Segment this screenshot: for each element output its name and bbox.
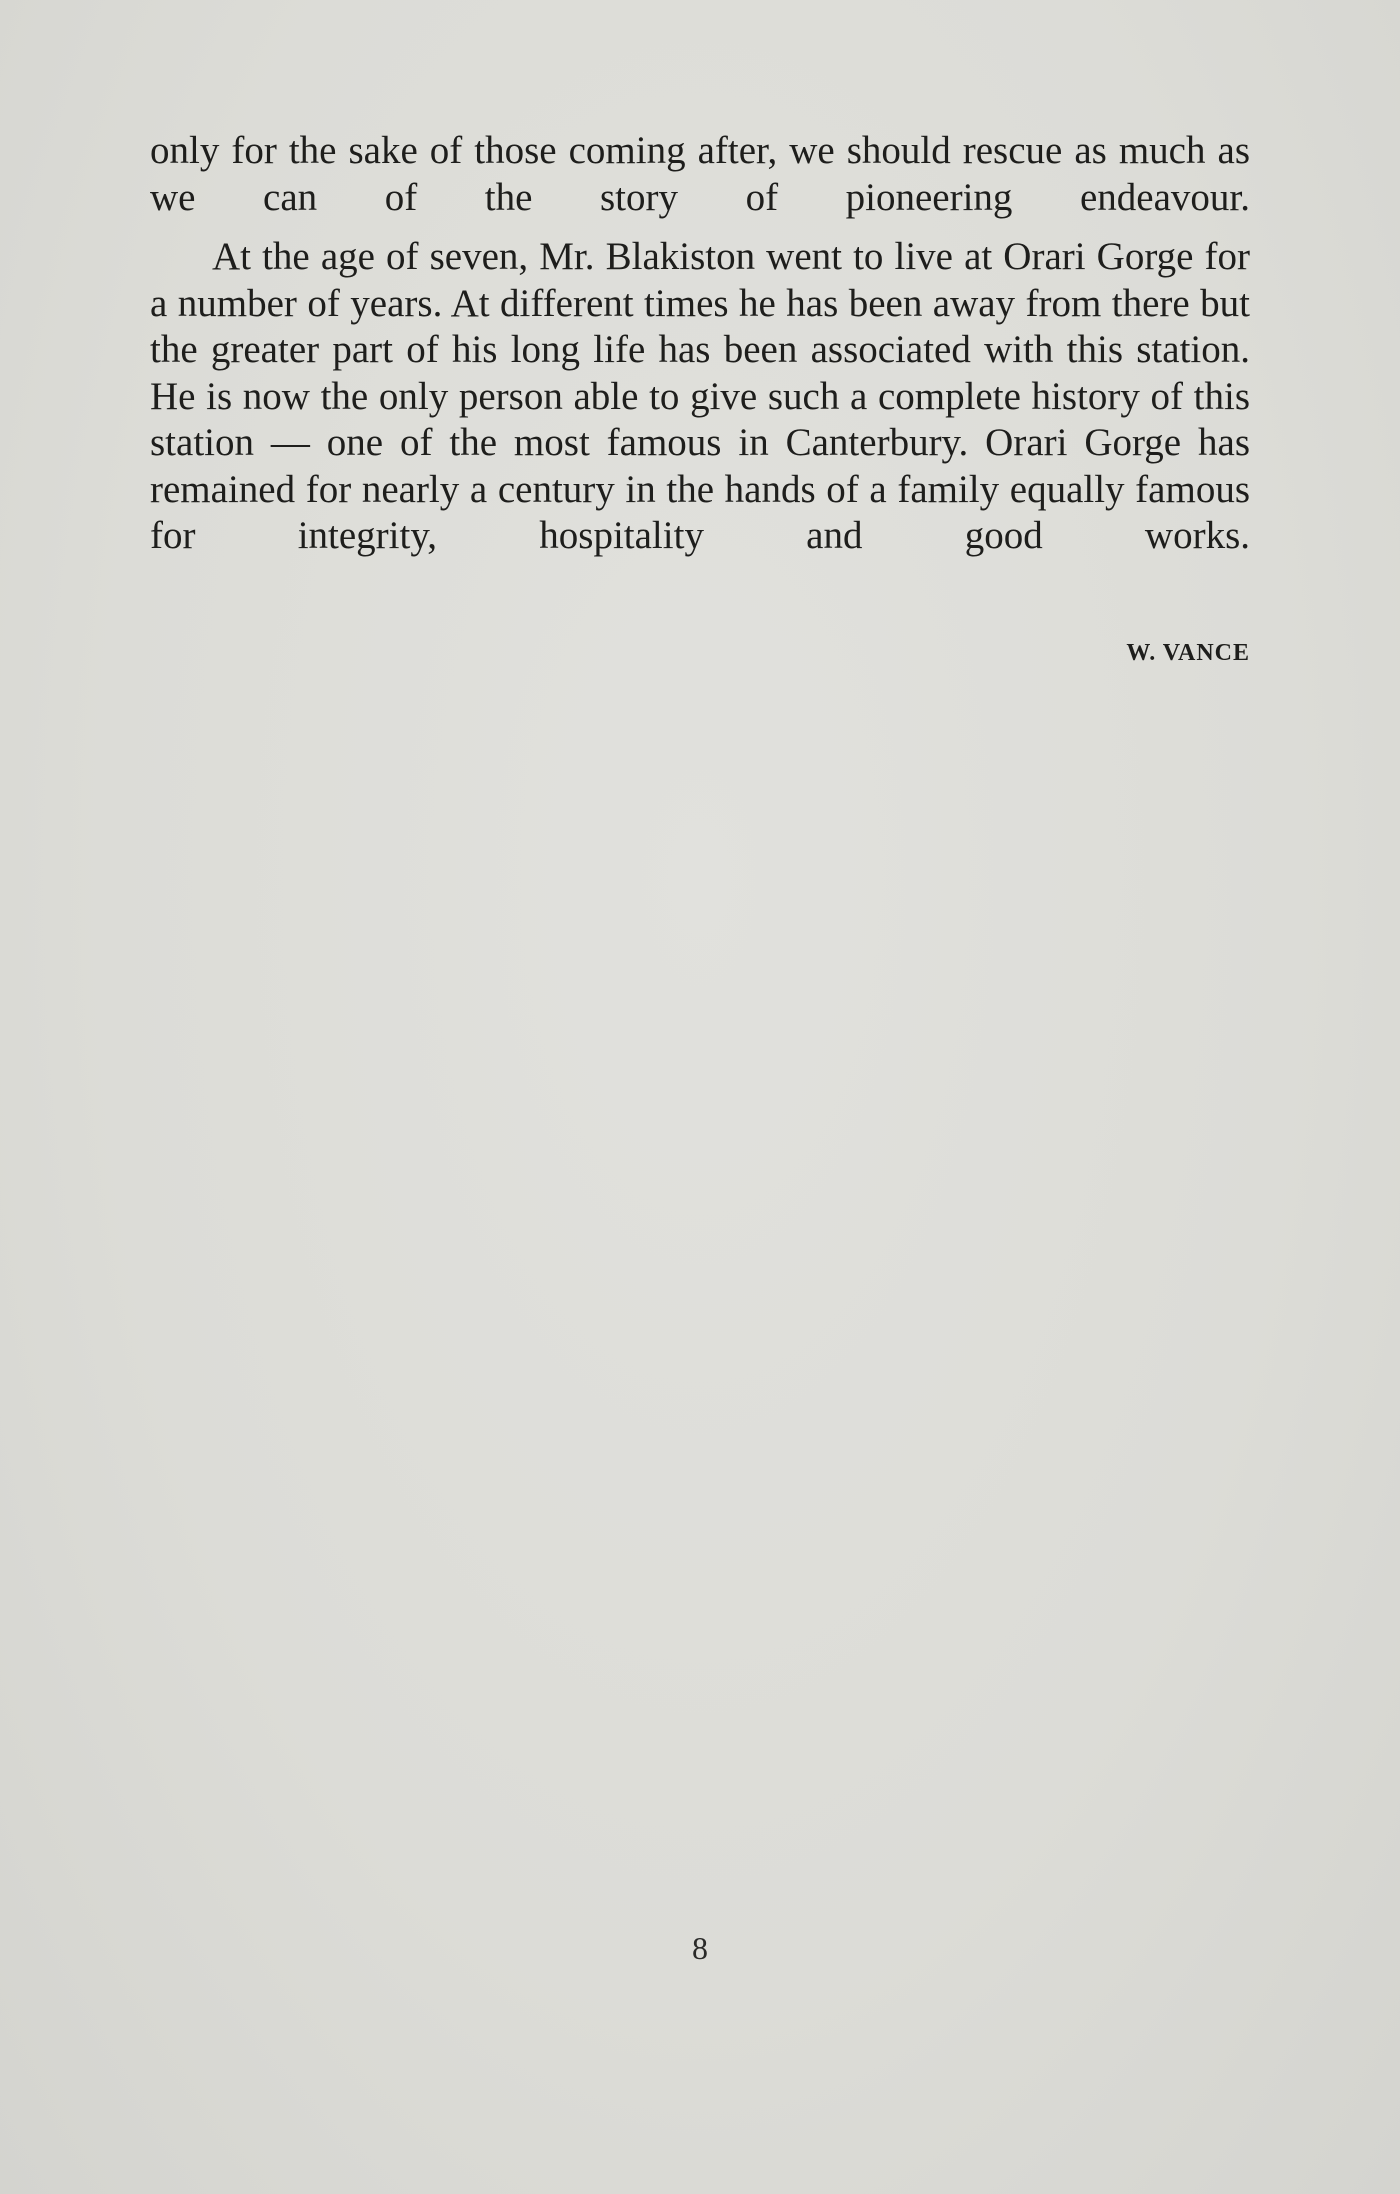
author-signature: W. VANCE bbox=[1126, 640, 1250, 666]
body-text bbox=[150, 128, 1250, 573]
paragraph-blakiston: At the age of seven, Mr. Blakiston went to live at Orari Gorge for a number of years. At different times he has been away from there but the greater part of his long life has been associated with this station. He is now the only person able to give such a complete history of this station — one of the most famous in Canterbury. Orari Gorge has remained for nearly a century in the hands of a family equally famous for integrity, hospitality and good works. bbox=[150, 235, 1250, 557]
paragraph-continuation: only for the sake of those coming after, we should rescue as much as we can of the story of pioneering endeavour. bbox=[150, 129, 1250, 219]
page-number: 8 bbox=[692, 1930, 708, 1966]
